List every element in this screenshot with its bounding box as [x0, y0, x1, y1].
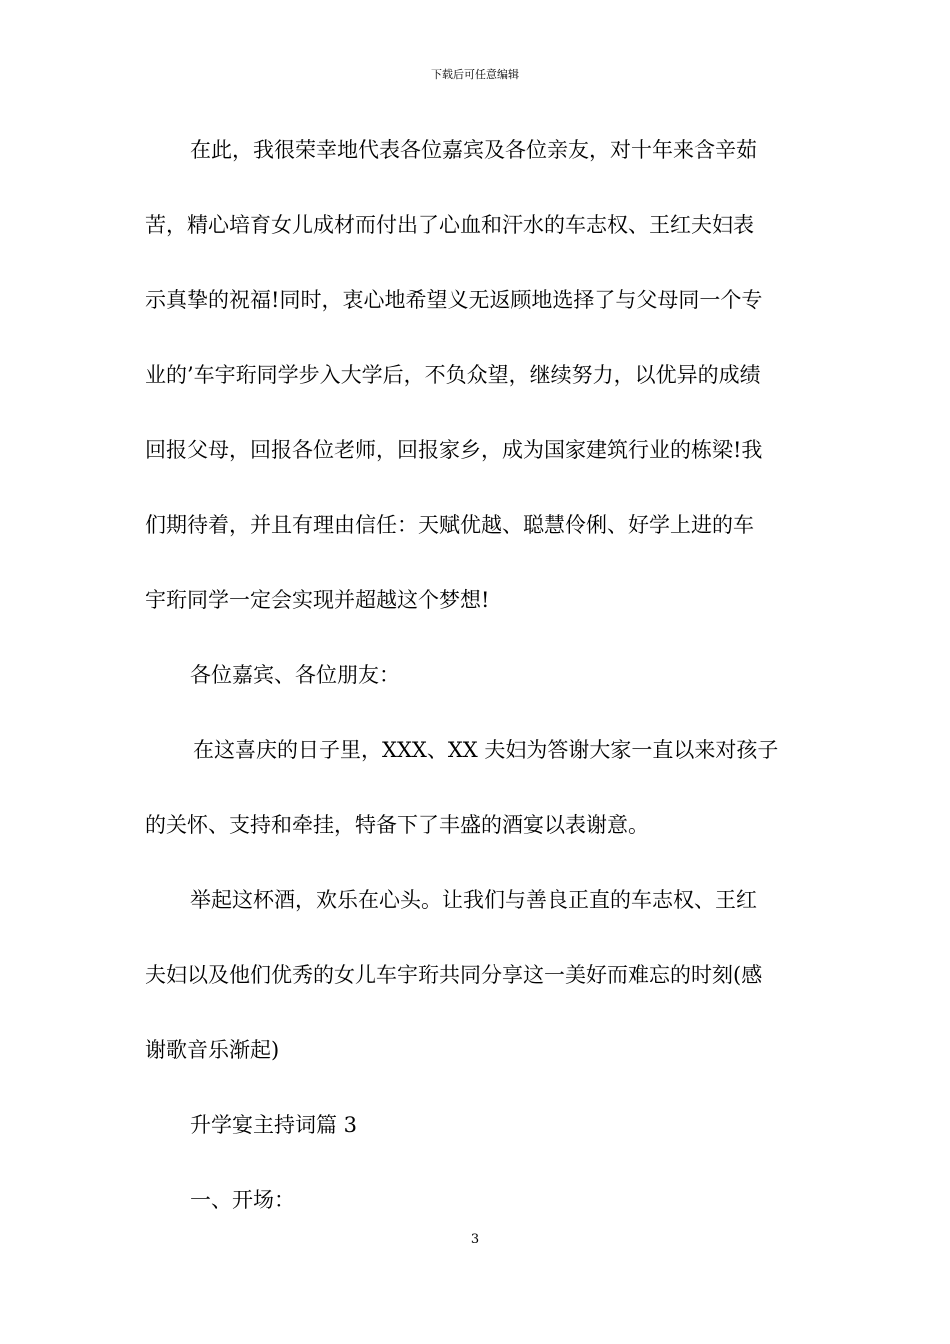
document-body — [145, 124, 805, 1249]
paragraph-line: 业的’车宇珩同学步入大学后，不负众望，继续努力，以优异的成绩 — [145, 363, 761, 387]
subsection-heading: 一、开场： — [190, 1188, 295, 1212]
paragraph-line: 夫妇以及他们优秀的女儿车宇珩共同分享这一美好而难忘的时刻(感 — [145, 963, 763, 987]
paragraph-line: 们期待着，并且有理由信任：天赋优越、聪慧伶俐、好学上进的车 — [145, 513, 754, 537]
section-heading: 升学宴主持词篇 3 — [190, 1113, 358, 1137]
greeting-line: 各位嘉宾、各位朋友： — [190, 663, 400, 687]
paragraph-line: 举起这杯酒，欢乐在心头。让我们与善良正直的车志权、王红 — [190, 888, 757, 912]
paragraph-line: 示真挚的祝福!同时，衷心地希望义无返顾地选择了与父母同一个专 — [145, 288, 763, 312]
paragraph-line: 宇珩同学一定会实现并超越这个梦想! — [145, 588, 490, 612]
header-note: 下载后可任意编辑 — [431, 68, 519, 81]
page-number: 3 — [470, 1232, 480, 1247]
paragraph-line: 苦，精心培育女儿成材而付出了心血和汗水的车志权、王红夫妇表 — [145, 213, 754, 237]
paragraph-line: 的关怀、支持和牵挂，特备下了丰盛的酒宴以表谢意。 — [145, 813, 649, 837]
paragraph-line: 回报父母，回报各位老师，回报家乡，成为国家建筑行业的栋梁!我 — [145, 438, 763, 462]
paragraph-line: 在此，我很荣幸地代表各位嘉宾及各位亲友，对十年来含辛茹 — [190, 138, 757, 162]
paragraph-line: 谢歌音乐渐起) — [145, 1038, 280, 1062]
paragraph-line: 在这喜庆的日子里，XXX、XX 夫妇为答谢大家一直以来对孩子 — [193, 738, 779, 762]
